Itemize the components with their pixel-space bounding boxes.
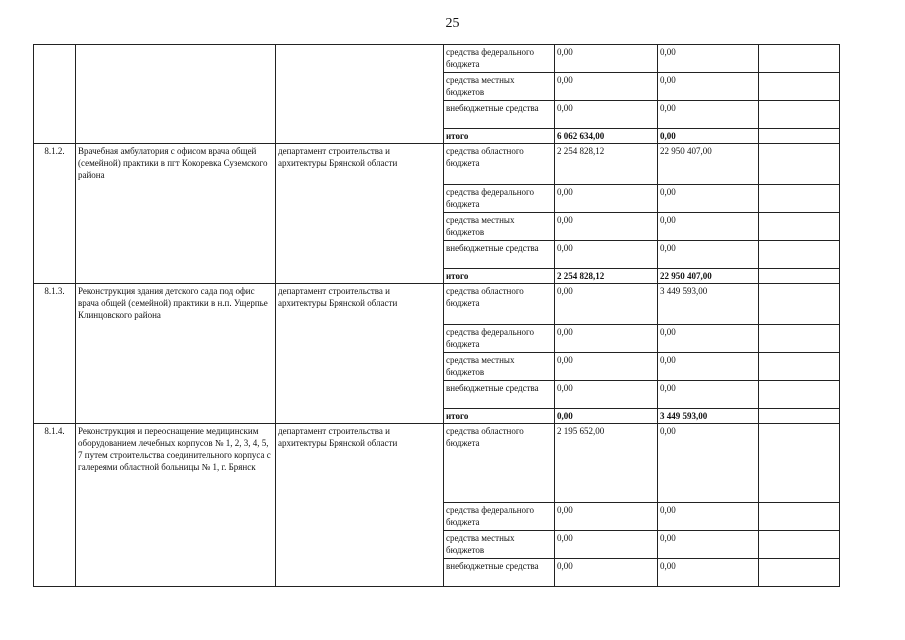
table-row bbox=[34, 144, 840, 185]
empty-cell bbox=[759, 503, 840, 531]
empty-cell bbox=[759, 409, 840, 424]
amount-year1: 2 254 828,12 bbox=[555, 144, 658, 185]
funding-source: средства областного бюджета bbox=[444, 424, 555, 503]
amount-year1: 0,00 bbox=[555, 353, 658, 381]
amount-year2: 0,00 bbox=[658, 45, 759, 73]
funding-source: средства местных бюджетов bbox=[444, 353, 555, 381]
amount-year1: 0,00 bbox=[555, 101, 658, 129]
item-number: 8.1.2. bbox=[34, 144, 76, 284]
amount-year2: 22 950 407,00 bbox=[658, 269, 759, 284]
empty-cell bbox=[759, 325, 840, 353]
name-cell bbox=[76, 45, 276, 144]
amount-year2: 0,00 bbox=[658, 353, 759, 381]
empty-cell bbox=[759, 101, 840, 129]
amount-year2: 3 449 593,00 bbox=[658, 284, 759, 325]
amount-year2: 22 950 407,00 bbox=[658, 144, 759, 185]
empty-cell bbox=[759, 353, 840, 381]
amount-year2: 0,00 bbox=[658, 531, 759, 559]
empty-cell bbox=[759, 185, 840, 213]
executor-cell bbox=[276, 45, 444, 144]
amount-year1: 0,00 bbox=[555, 503, 658, 531]
amount-year1: 0,00 bbox=[555, 381, 658, 409]
item-executor: департамент строительства и архитектуры Брянской области bbox=[276, 424, 444, 587]
amount-year1: 0,00 bbox=[555, 45, 658, 73]
amount-year2: 0,00 bbox=[658, 101, 759, 129]
empty-cell bbox=[759, 424, 840, 503]
amount-year2: 0,00 bbox=[658, 129, 759, 144]
amount-year1: 6 062 634,00 bbox=[555, 129, 658, 144]
funding-table bbox=[33, 44, 840, 587]
empty-cell bbox=[759, 559, 840, 587]
funding-source: средства областного бюджета bbox=[444, 144, 555, 185]
table-row bbox=[34, 284, 840, 325]
amount-year2: 0,00 bbox=[658, 241, 759, 269]
amount-year1: 0,00 bbox=[555, 531, 658, 559]
funding-source: средства федерального бюджета bbox=[444, 503, 555, 531]
amount-year2: 0,00 bbox=[658, 503, 759, 531]
amount-year1: 0,00 bbox=[555, 559, 658, 587]
funding-source: средства федерального бюджета bbox=[444, 45, 555, 73]
amount-year2: 3 449 593,00 bbox=[658, 409, 759, 424]
funding-source: средства федерального бюджета bbox=[444, 185, 555, 213]
empty-cell bbox=[759, 73, 840, 101]
empty-cell bbox=[759, 381, 840, 409]
funding-source: средства областного бюджета bbox=[444, 284, 555, 325]
amount-year2: 0,00 bbox=[658, 185, 759, 213]
amount-year1: 0,00 bbox=[555, 325, 658, 353]
item-name: Врачебная амбулатория с офисом врача общей (семейной) практики в пгт Кокоревка Суземского района bbox=[76, 144, 276, 284]
item-name: Реконструкция и переоснащение медицинским оборудованием лечебных корпусов № 1, 2, 3, 4, 5, 7 путем строительства соединительного корпуса с галереями областной больницы № 1, г. Брянск bbox=[76, 424, 276, 587]
funding-source: средства местных бюджетов bbox=[444, 531, 555, 559]
funding-source-total: итого bbox=[444, 409, 555, 424]
item-executor: департамент строительства и архитектуры Брянской области bbox=[276, 144, 444, 284]
funding-source: средства местных бюджетов bbox=[444, 73, 555, 101]
item-number: 8.1.3. bbox=[34, 284, 76, 424]
funding-source-total: итого bbox=[444, 269, 555, 284]
empty-cell bbox=[759, 144, 840, 185]
item-name: Реконструкция здания детского сада под офис врача общей (семейной) практики в н.п. Ущерпье Клинцовского района bbox=[76, 284, 276, 424]
funding-source: внебюджетные средства bbox=[444, 241, 555, 269]
number-cell bbox=[34, 45, 76, 144]
amount-year2: 0,00 bbox=[658, 73, 759, 101]
empty-cell bbox=[759, 284, 840, 325]
amount-year1: 2 195 652,00 bbox=[555, 424, 658, 503]
amount-year1: 2 254 828,12 bbox=[555, 269, 658, 284]
funding-source: средства местных бюджетов bbox=[444, 213, 555, 241]
table-row bbox=[34, 45, 840, 73]
empty-cell bbox=[759, 531, 840, 559]
amount-year1: 0,00 bbox=[555, 73, 658, 101]
empty-cell bbox=[759, 241, 840, 269]
empty-cell bbox=[759, 213, 840, 241]
amount-year2: 0,00 bbox=[658, 325, 759, 353]
page-number: 25 bbox=[445, 16, 460, 31]
item-executor: департамент строительства и архитектуры Брянской области bbox=[276, 284, 444, 424]
funding-source-total: итого bbox=[444, 129, 555, 144]
amount-year1: 0,00 bbox=[555, 241, 658, 269]
empty-cell bbox=[759, 269, 840, 284]
amount-year1: 0,00 bbox=[555, 213, 658, 241]
funding-source: внебюджетные средства bbox=[444, 381, 555, 409]
amount-year2: 0,00 bbox=[658, 559, 759, 587]
empty-cell bbox=[759, 129, 840, 144]
amount-year2: 0,00 bbox=[658, 213, 759, 241]
funding-source: средства федерального бюджета bbox=[444, 325, 555, 353]
funding-source: внебюджетные средства bbox=[444, 559, 555, 587]
amount-year2: 0,00 bbox=[658, 424, 759, 503]
table-row bbox=[34, 424, 840, 503]
empty-cell bbox=[759, 45, 840, 73]
funding-source: внебюджетные средства bbox=[444, 101, 555, 129]
amount-year1: 0,00 bbox=[555, 409, 658, 424]
amount-year2: 0,00 bbox=[658, 381, 759, 409]
item-number: 8.1.4. bbox=[34, 424, 76, 587]
amount-year1: 0,00 bbox=[555, 185, 658, 213]
amount-year1: 0,00 bbox=[555, 284, 658, 325]
